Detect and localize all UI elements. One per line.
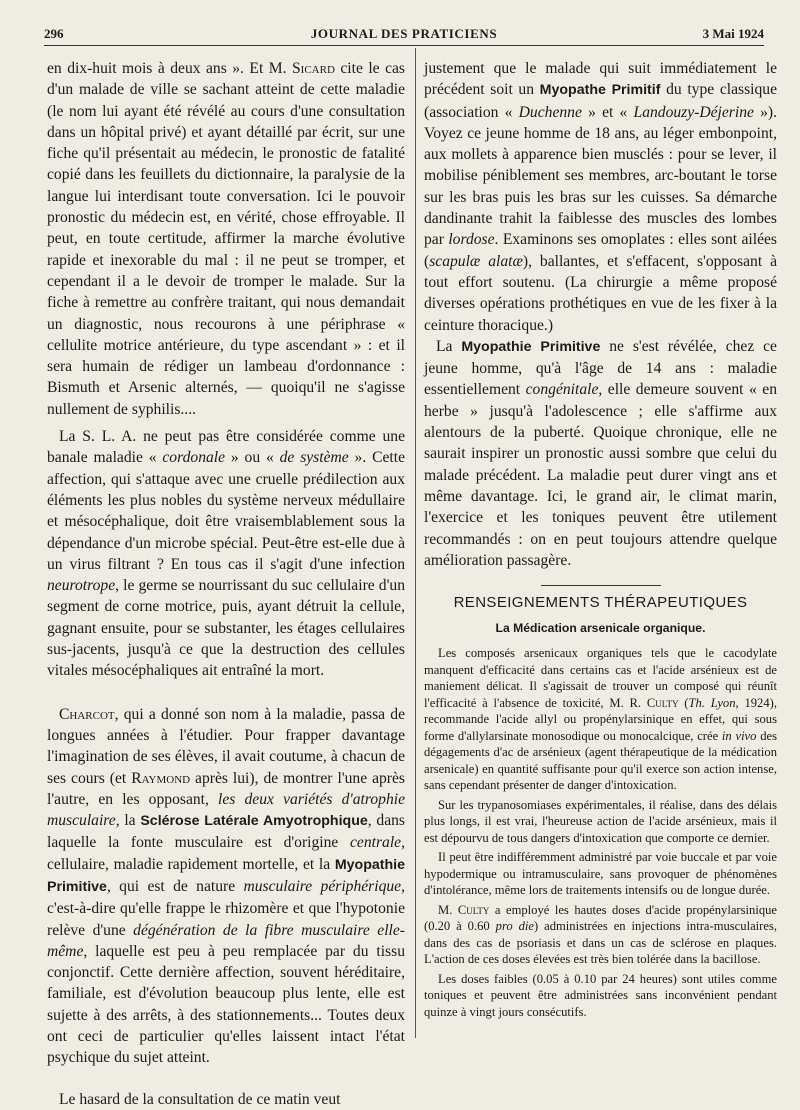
right-column [424,58,777,1023]
section-title: RENSEIGNEMENTS THÉRAPEUTIQUES [453,594,748,612]
therapeutic-paragraph-2: Sur les trypanosomiases expérimentales, il réalise, dans des délais plus longs, il est vrai, l'heureuse action de l'acide arsénieux, mais il est dépourvu de tous dangers d'intoxication que comporte ce dernier. [424,797,777,845]
left-column [47,58,405,1110]
journal-title: JOURNAL DES PRATICIENS [310,26,498,41]
running-header [44,26,764,46]
paragraph-sla: La S. L. A. ne peut pas être considérée comme une banale maladie « cordonale » ou « de système ». Cette affection, qui s'attaque avec une cruelle prédilection aux éléments les plus nobles du système nerveux médullaire et mésocéphalique, doit être vraisemblablement sous la dépendance d'un microbe spécial. Peut-être est-elle due à un virus filtrant ? En tous cas il s'agit d'une infection neurotrope, le germe se nourrissant du suc cellulaire d'un segment de corne motrice, puis, ayant détruit la cellule, gagnant ensuite, pour se substanter, les étages cellulaires sus-jacents, jusqu'à ce que la destruction des cellules vitales mésocéphaliques ait entraîné la mort. [47,428,405,680]
subsection-title: La Médication arsenicale organique. [495,621,706,636]
paragraph-sicard: en dix-huit mois à deux ans ». Et M. Sicard cite le cas d'un malade de ville se sachant atteint de cette maladie (le nom lui ayant été révélé au cours d'une consultation dans un hôpital privé) et ayant détaillé par écrit, sur une fiche qu'il présentait au médecin, le pronostic de fatalité copié dans les feuillets du dictionnaire, la paralysie de la langue lui interdisant toute conversation. Ici le pouvoir pronostic du médecin est, en vérité, chose effroyable. Il peut, en toute certitude, affirmer la marche évolutive rapide et inexorable du mal : il ne peut se tromper, et cependant il a le devoir de tromper le malade. Sur la fiche à remettre au confrère traitant, qui nous demandait un diagnostic, nous recourons à une périphrase « cellulite motrice antérieure, du type ascendant » : et il sera humain de rédiger un lambeau d'ordonnance : Bismuth et Arsenic alternés, — quoiqu'il ne s'agisse nullement de syphilis.... [47,60,405,418]
therapeutic-paragraph-5: Les doses faibles (0.05 à 0.10 par 24 heures) sont utiles comme toniques et peuvent être administrées sans inconvénient pendant quinze à vingt jours consécutifs. [424,971,777,1019]
therapeutic-paragraph-1: Les composés arsenicaux organiques tels que le cacodylate manquent d'efficacité dans certains cas et l'acide arsénieux est de maniement délicat. Il s'agissait de trouver un composé qui réunît l'efficacité à l'absence de toxicité, M. R. Culty (Th. Lyon, 1924), recommande l'acide allyl ou propénylarsinique en effet, qui sous forme d'allylarsinate monosodique ou monocalcique, crée in vivo des dégagements d'ac de arsénieux (agent thérapeutique de la médication arsenicale) en quantité suffisante pour qu'il exerce son action intense, sans cependant présenter de danger d'intoxication. [424,646,777,793]
page-number: 296 [44,26,64,41]
paragraph-charcot: Charcot, qui a donné son nom à la maladie, passa de longues années à l'étudier. Pour frapper davantage l'imagination de ses élèves, il avait coutume, à chacun de ses cours (et Raymond après lui), de montrer l'une après l'autre, en les opposant, les deux variétés d'atrophie musculaire, la Sclérose Latérale Amyotrophique, dans laquelle la fonte musculaire est d'origine centrale, cellulaire, maladie rapidement mortelle, et la Myopathie Primitive, qui est de nature musculaire périphérique, c'est-à-dire qu'elle frappe le rhizomère et que l'hypotonie relève d'une dégénération de la fibre musculaire elle-même, laquelle est peu à peu remplacée par du tissu conjonctif. Cette dernière affection, souvent héréditaire, familiale, est d'évolution beaucoup plus lente, elle est sujette à des arrêts, à des stationnements... Toutes deux ont ceci de particulier qu'elles laissent intact l'état psychique du sujet atteint. [47,705,406,1067]
column-divider [415,48,416,1038]
section-rule [541,585,661,586]
therapeutic-paragraph-4: M. Culty a employé les hautes doses d'acide propénylarsinique (0.20 à 0.60 pro die) administrées en injections intra-musculaires, dans des cas de psoriasis et dans un cas de sclérose en plaques. L'action de ces doses élevées est très bien tolérée dans la bacillose. [424,902,778,967]
header-rule [44,45,764,46]
issue-date: 3 Mai 1924 [702,26,764,41]
therapeutic-paragraph-3: Il peut être indifféremment administré par voie buccale et par voie hypodermique ou intramusculaire, sans provoquer de phénomènes d'intolérance, même lors de traitements intensifs ou de longue durée. [424,850,777,898]
paragraph-myopathie-primitive: La Myopathie Primitive ne s'est révélée, chez ce jeune homme, qu'à l'âge de 14 ans : maladie essentiellement congénitale, elle demeure souvent « en herbe » jusqu'à l'adolescence ; elle s'affirme aux alentours de la puberté. Quoique chronique, elle ne saurait inspirer un pronostic aussi sombre que celui du malade précédent. La maladie peut durer vingt ans et même davantage. Ici, le grand air, le climat marin, l'exercice et les toniques peuvent être utilement recommandés : on en peut toujours attendre quelque amélioration passagère. [424,337,778,569]
paragraph-hasard: Le hasard de la consultation de ce matin veut [59,1090,341,1108]
paragraph-myopathe: justement que le malade qui suit immédiatement le précédent soit un Myopathe Primitif du type classique (association « Duchenne » et « Landouzy-Déjerine »). Voyez ce jeune homme de 18 ans, au léger embonpoint, aux mollets à apparence bien musclés : pour se lever, il mobilise péniblement ses membres, arc-boutant le torse sur les bras puis les bras sur les cuisses. Sa démarche dandinante trahit la faiblesse des muscles des lombes par lordose. Examinons ses omoplates : elles sont ailées (scapulæ alatæ), ballantes, et s'effacent, s'opposant à tout effort soutenu. (La chirurgie a même proposé diverses opérations prothétiques en vue de les fixer à la ceinture thoracique.) [424,60,778,334]
